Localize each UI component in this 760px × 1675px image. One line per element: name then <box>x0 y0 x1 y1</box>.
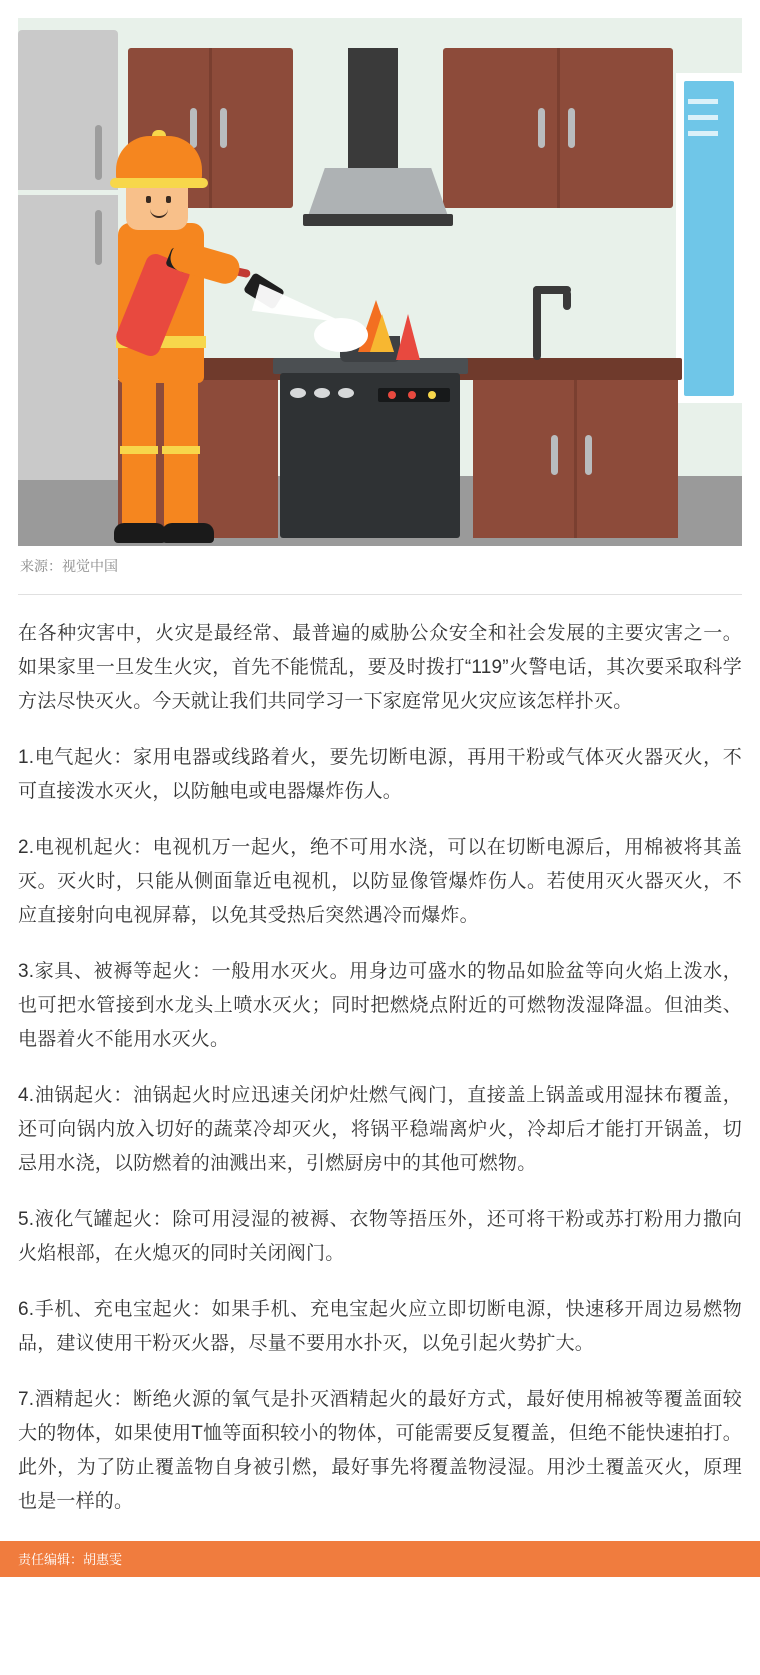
firefighter-eye-left <box>146 196 151 203</box>
article-paragraph: 在各种灾害中，火灾是最经常、最普遍的威胁公众安全和社会发展的主要灾害之一。如果家里一旦发生火灾，首先不能慌乱，要及时拨打“119”火警电话，其次要采取科学方法尽快灭火。今天就让我们共同学习一下家庭常见火灾应该怎样扑灭。 <box>18 623 742 712</box>
article-paragraph: 6.手机、充电宝起火：如果手机、充电宝起火应立即切断电源，快速移开周边易燃物品，建议使用干粉灭火器，尽量不要用水扑灭，以免引起火势扩大。 <box>18 1299 742 1354</box>
extinguisher-foam-cloud <box>314 318 368 352</box>
burner-knob-base <box>314 388 330 398</box>
firefighter-helmet <box>116 136 202 182</box>
article-footer <box>0 1541 760 1577</box>
article-paragraph: 7.酒精起火：断绝火源的氧气是扑灭酒精起火的最好方式，最好使用棉被等覆盖面较大的物体，如果使用T恤等面积较小的物体，可能需要反复覆盖，但绝不能快速拍打。此外，为了防止覆盖物自身被引燃，最好事先将覆盖物浸湿。用沙土覆盖灭火，原理也是一样的。 <box>18 1389 742 1512</box>
cabinet-handle <box>568 108 575 148</box>
responsible-editor-label: 责任编辑：胡惠雯 <box>18 1552 123 1567</box>
article-paragraph: 1.电气起火：家用电器或线路着火，要先切断电源，再用干粉或气体灭火器灭火，不可直接泼水灭火，以防触电或电器爆炸伤人。 <box>18 747 742 802</box>
base-cabinet-right <box>473 380 678 538</box>
firefighter-boot-left <box>114 523 166 543</box>
image-source-caption: 来源：视觉中国 <box>20 558 118 574</box>
article-paragraph: 3.家具、被褥等起火：一般用水灭火。用身边可盛水的物品如脸盆等向火焰上泼水，也可把水管接到水龙头上喷水灭火；同时把燃烧点附近的可燃物泼湿降温。但油类、电器着火不能用水灭火。 <box>18 961 742 1050</box>
stove-control-panel <box>378 388 450 402</box>
article-body <box>18 617 742 1519</box>
stove-indicator <box>388 391 396 399</box>
fridge-handle-lower <box>95 210 102 265</box>
range-hood-pipe <box>348 48 398 183</box>
cabinet-handle <box>551 435 558 475</box>
stove-indicator <box>428 391 436 399</box>
firefighter-leg-right <box>164 368 198 528</box>
flame-icon <box>370 314 394 352</box>
article-paragraph: 5.液化气罐起火：除可用浸湿的被褥、衣物等捂压外，还可将干粉或苏打粉用力撒向火焰根部，在火熄灭的同时关闭阀门。 <box>18 1209 742 1264</box>
firefighter-boot-right <box>162 523 214 543</box>
cabinet-handle <box>538 108 545 148</box>
window-icon <box>684 81 734 396</box>
article-paragraph: 2.电视机起火：电视机万一起火，绝不可用水浇，可以在切断电源后，用棉被将其盖灭。灭火时，只能从侧面靠近电视机，以防显像管爆炸伤人。若使用灭火器灭火，不应直接射向电视屏幕，以免其受热后突然遇冷而爆炸。 <box>18 837 742 926</box>
upper-cabinet-right <box>443 48 673 208</box>
flame-icon <box>396 314 420 360</box>
cabinet-handle <box>190 108 197 148</box>
section-divider <box>18 594 742 595</box>
stove-indicator <box>408 391 416 399</box>
burner-knob-base <box>290 388 306 398</box>
article-paragraph: 4.油锅起火：油锅起火时应迅速关闭炉灶燃气阀门，直接盖上锅盖或用湿抹布覆盖，还可向锅内放入切好的蔬菜冷却灭火，将锅平稳端离炉火，冷却后才能打开锅盖，切忌用水浇，以防燃着的油溅出来，引燃厨房中的其他可燃物。 <box>18 1085 742 1174</box>
burner-knob-base <box>338 388 354 398</box>
cabinet-handle <box>220 108 227 148</box>
range-hood-icon <box>308 168 448 216</box>
cabinet-handle <box>585 435 592 475</box>
firefighter-leg-left <box>122 368 156 528</box>
hero-illustration <box>18 18 742 546</box>
firefighter-eye-right <box>166 196 171 203</box>
range-hood-lip <box>303 214 453 226</box>
refrigerator-icon <box>18 30 118 480</box>
fridge-handle-upper <box>95 125 102 180</box>
faucet-icon <box>533 286 541 360</box>
